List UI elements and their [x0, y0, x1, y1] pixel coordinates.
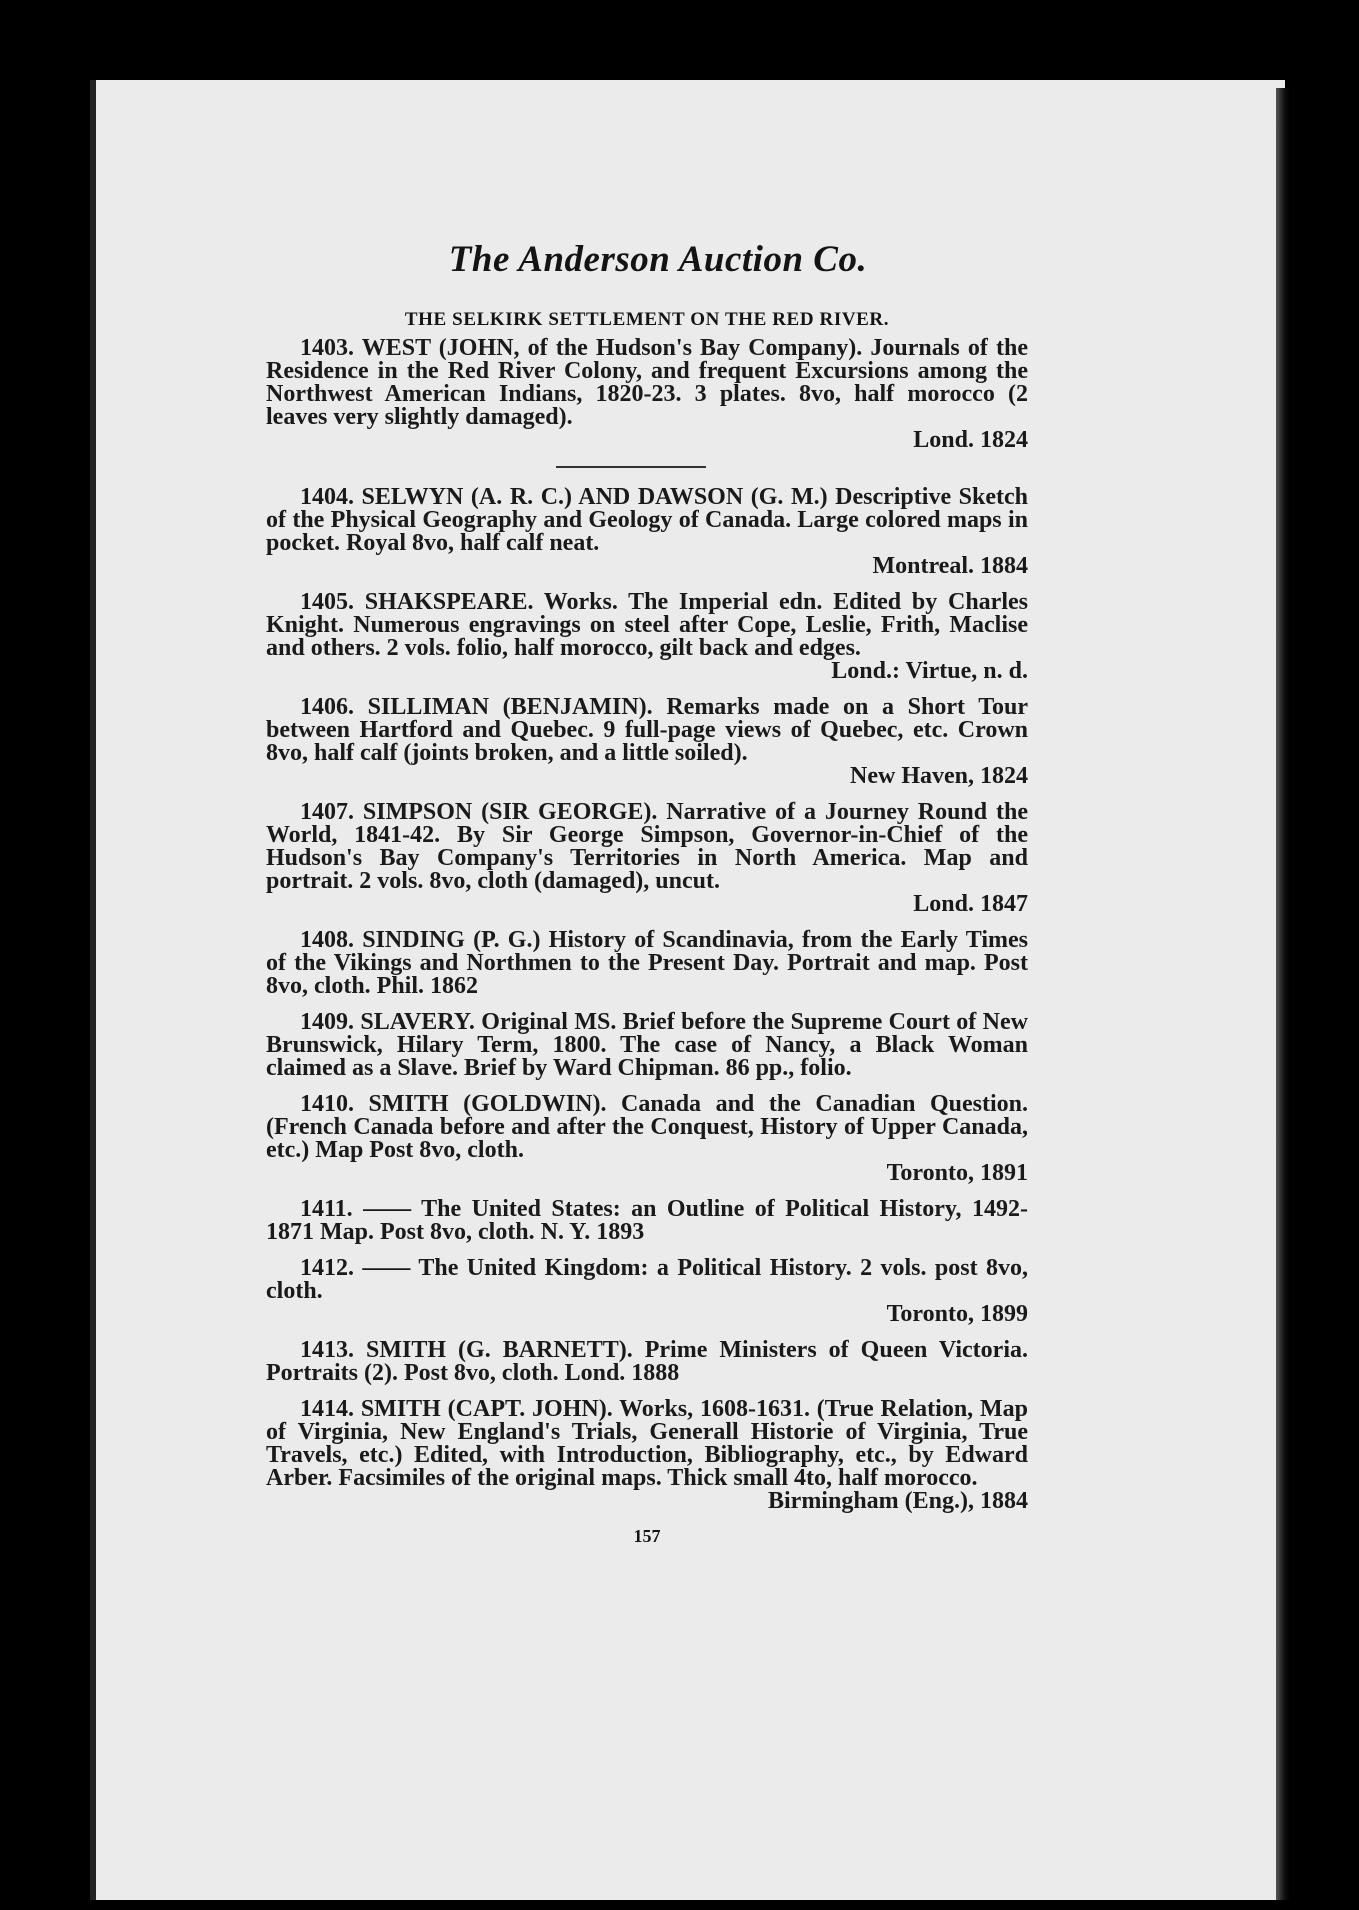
- entry-place: Toronto, 1899: [886, 1301, 1028, 1327]
- page-number: 157: [633, 1526, 661, 1546]
- catalog-entry-1408: [266, 929, 1028, 998]
- page-left-edge: [90, 80, 96, 1900]
- entry-place: New Haven, 1824: [850, 763, 1028, 789]
- catalog-entry-1411: [266, 1198, 1028, 1244]
- catalog-entry-1412: [266, 1257, 1028, 1326]
- catalog-entry-1409: [266, 1011, 1028, 1080]
- entry-text: 1413. SMITH (G. BARNETT). Prime Ministers of Queen Victoria. Portraits (2). Post 8vo, cloth. Lond. 1888: [266, 1337, 1028, 1386]
- entry-text: 1412. —— The United Kingdom: a Political History. 2 vols. post 8vo, cloth.: [266, 1255, 1028, 1304]
- catalog-entry-1404: [266, 486, 1028, 578]
- entry-text: 1414. SMITH (CAPT. JOHN). Works, 1608-1631. (True Relation, Map of Virginia, New England's Trials, Generall Historie of Virginia, True Travels, etc.) Edited, with Introduction, Bibliography, etc., by Edward Arber. Facsimiles of the original maps. Thick small 4to, half morocco.: [266, 1396, 1028, 1491]
- entry-text: 1407. SIMPSON (SIR GEORGE). Narrative of a Journey Round the World, 1841-42. By Sir George Simpson, Governor-in-Chief of the Hudson's Bay Company's Territories in North America. Map and portrait. 2 vols. 8vo, cloth (damaged), uncut.: [266, 799, 1028, 894]
- section-divider: [556, 466, 706, 468]
- entry-place: Lond.: Virtue, n. d.: [831, 658, 1028, 684]
- page-header: The Anderson Auction Co.: [448, 239, 868, 280]
- entry-text: 1404. SELWYN (A. R. C.) AND DAWSON (G. M.) Descriptive Sketch of the Physical Geography and Geology of Canada. Large colored maps in pocket. Royal 8vo, half calf neat.: [266, 484, 1028, 556]
- entry-text: 1408. SINDING (P. G.) History of Scandinavia, from the Early Times of the Vikings and Northmen to the Present Day. Portrait and map. Post 8vo, cloth. Phil. 1862: [266, 927, 1028, 999]
- entry-place: Lond. 1824: [913, 427, 1028, 453]
- page-content: [266, 238, 1028, 1547]
- catalog-entry-1403: [266, 337, 1028, 452]
- entry-place: Toronto, 1891: [886, 1160, 1028, 1186]
- catalog-entry-1407: [266, 801, 1028, 916]
- entry-text: 1409. SLAVERY. Original MS. Brief before the Supreme Court of New Brunswick, Hilary Term, 1800. The case of Nancy, a Black Woman claimed as a Slave. Brief by Ward Chipman. 86 pp., folio.: [266, 1009, 1028, 1081]
- entry-place: Montreal. 1884: [872, 553, 1028, 579]
- entry-place: Birmingham (Eng.), 1884: [767, 1488, 1028, 1514]
- catalog-entry-1413: [266, 1339, 1028, 1385]
- catalog-entry-1414: [266, 1398, 1028, 1513]
- section-title: THE SELKIRK SETTLEMENT ON THE RED RIVER.: [404, 309, 890, 330]
- entry-text: 1411. —— The United States: an Outline of Political History, 1492-1871 Map. Post 8vo, cloth. N. Y. 1893: [266, 1196, 1028, 1245]
- catalog-entry-1405: [266, 591, 1028, 683]
- catalog-entry-1410: [266, 1093, 1028, 1185]
- entry-text: 1410. SMITH (GOLDWIN). Canada and the Canadian Question. (French Canada before and after the Conquest, History of Upper Canada, etc.) Map Post 8vo, cloth.: [266, 1091, 1028, 1163]
- catalog-entry-1406: [266, 696, 1028, 788]
- entry-text: 1405. SHAKSPEARE. Works. The Imperial edn. Edited by Charles Knight. Numerous engravings on steel after Cope, Leslie, Frith, Maclise and others. 2 vols. folio, half morocco, gilt back and edges.: [266, 589, 1028, 661]
- entry-text: 1403. WEST (JOHN, of the Hudson's Bay Company). Journals of the Residence in the Red River Colony, and frequent Excursions among the Northwest American Indians, 1820-23. 3 plates. 8vo, half morocco (2 leaves very slightly damaged).: [266, 335, 1028, 430]
- entry-text: 1406. SILLIMAN (BENJAMIN). Remarks made on a Short Tour between Hartford and Quebec. 9 full-page views of Quebec, etc. Crown 8vo, half calf (joints broken, and a little soiled).: [266, 694, 1028, 766]
- entry-place: Lond. 1847: [913, 891, 1028, 917]
- page-right-edge: [1276, 88, 1290, 1900]
